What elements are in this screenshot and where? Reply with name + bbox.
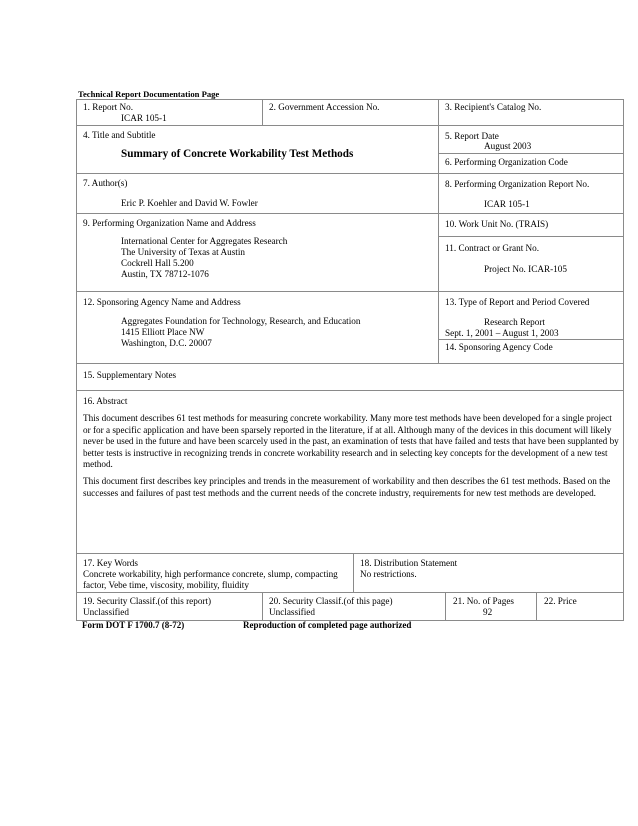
divider <box>439 153 623 154</box>
sponsor-line: Washington, D.C. 20007 <box>121 338 212 348</box>
supplementary-notes-label: 15. Supplementary Notes <box>83 370 177 380</box>
row-title <box>77 126 623 174</box>
perf-org-label: 9. Performing Organization Name and Address <box>83 218 256 228</box>
field-report-no <box>77 100 262 125</box>
gov-accession-label: 2. Government Accession No. <box>269 102 380 112</box>
authors-label: 7. Author(s) <box>83 178 128 188</box>
row-supplementary-notes <box>77 364 623 391</box>
report-documentation-form <box>76 99 624 621</box>
sec-page-value: Unclassified <box>269 607 315 617</box>
abstract-paragraph: This document describes 61 test methods for measuring concrete workability. Many more test methods have been developed for a single project or for a specific application and have been sparsely reported in the literature, if at all. Although many of the devices in this document will likely never be used in the future and have been scarcely used in the past, an examination of tests that have failed and tests that have been supplanted by better tests is instructive in recognizing trends in concrete workability research and in selecting key concepts for the development of a new test method. <box>83 413 619 470</box>
field-gov-accession <box>262 100 438 125</box>
report-no-value: ICAR 105-1 <box>121 113 167 123</box>
authors-value: Eric P. Koehler and David W. Fowler <box>121 198 258 208</box>
perf-org-line: Austin, TX 78712-1076 <box>121 269 209 279</box>
report-type-value: Research Report <box>484 317 545 327</box>
divider <box>439 339 623 340</box>
perf-org-line: Cockrell Hall 5.200 <box>121 258 194 268</box>
row-sponsoring-agency <box>77 292 623 364</box>
row-keywords-distribution <box>77 554 623 593</box>
sec-page-label: 20. Security Classif.(of this page) <box>269 596 393 606</box>
field-report-type <box>438 292 623 363</box>
field-recipient-catalog <box>438 100 623 125</box>
page-header: Technical Report Documentation Page <box>78 89 220 99</box>
abstract-label: 16. Abstract <box>83 396 128 406</box>
field-distribution <box>353 554 623 592</box>
perf-org-report-label: 8. Performing Organization Report No. <box>445 179 590 189</box>
keywords-line: Concrete workability, high performance concrete, slump, compacting <box>83 569 338 579</box>
keywords-label: 17. Key Words <box>83 558 138 568</box>
distribution-label: 18. Distribution Statement <box>360 558 458 568</box>
report-type-label: 13. Type of Report and Period Covered <box>445 297 590 307</box>
field-keywords <box>77 554 353 592</box>
field-sec-page <box>262 593 445 620</box>
sponsor-line: Aggregates Foundation for Technology, Research, and Education <box>121 316 361 326</box>
form-number: Form DOT F 1700.7 (8-72) <box>82 620 185 630</box>
field-sec-report <box>77 593 262 620</box>
field-title <box>77 126 438 173</box>
reproduction-note: Reproduction of completed page authorized <box>243 620 412 630</box>
recipient-catalog-label: 3. Recipient's Catalog No. <box>445 102 542 112</box>
row-abstract <box>77 391 623 554</box>
report-title: Summary of Concrete Workability Test Methods <box>121 148 354 160</box>
report-date-label: 5. Report Date <box>445 131 499 141</box>
field-price <box>536 593 623 620</box>
row-report-numbers <box>77 100 623 126</box>
perf-org-line: International Center for Aggregates Research <box>121 236 288 246</box>
keywords-line: factor, Vebe time, viscosity, mobility, fluidity <box>83 580 249 590</box>
field-sponsor <box>77 292 438 363</box>
field-perf-org-report <box>438 174 623 213</box>
field-perf-org <box>77 214 438 291</box>
field-work-unit-contract <box>438 214 623 291</box>
period-covered: Sept. 1, 2001 – August 1, 2003 <box>445 328 559 338</box>
divider <box>439 236 623 237</box>
row-security-classification <box>77 593 623 620</box>
report-no-label: 1. Report No. <box>83 102 134 112</box>
perf-org-code-label: 6. Performing Organization Code <box>445 157 568 167</box>
sponsor-line: 1415 Elliott Place NW <box>121 327 205 337</box>
sponsor-label: 12. Sponsoring Agency Name and Address <box>83 297 241 307</box>
field-num-pages <box>445 593 536 620</box>
perf-org-line: The University of Texas at Austin <box>121 247 245 257</box>
title-label: 4. Title and Subtitle <box>83 130 156 140</box>
sponsor-code-label: 14. Sponsoring Agency Code <box>445 342 553 352</box>
field-authors <box>77 174 438 213</box>
contract-label: 11. Contract or Grant No. <box>445 243 540 253</box>
field-report-date <box>438 126 623 173</box>
price-label: 22. Price <box>544 596 577 606</box>
contract-value: Project No. ICAR-105 <box>484 264 567 274</box>
report-date-value: August 2003 <box>484 141 532 151</box>
distribution-value: No restrictions. <box>360 569 417 579</box>
row-authors <box>77 174 623 214</box>
num-pages-value: 92 <box>483 607 493 617</box>
num-pages-label: 21. No. of Pages <box>453 596 514 606</box>
row-performing-org <box>77 214 623 292</box>
sec-report-label: 19. Security Classif.(of this report) <box>83 596 212 606</box>
perf-org-report-value: ICAR 105-1 <box>484 199 530 209</box>
work-unit-label: 10. Work Unit No. (TRAIS) <box>445 219 549 229</box>
abstract-paragraph: This document first describes key principles and trends in the measurement of workability and then describes the 61 test methods. Based on the successes and failures of past test methods and the current needs of the concrete industry, requirements for new test methods are developed. <box>83 476 611 498</box>
sec-report-value: Unclassified <box>83 607 129 617</box>
